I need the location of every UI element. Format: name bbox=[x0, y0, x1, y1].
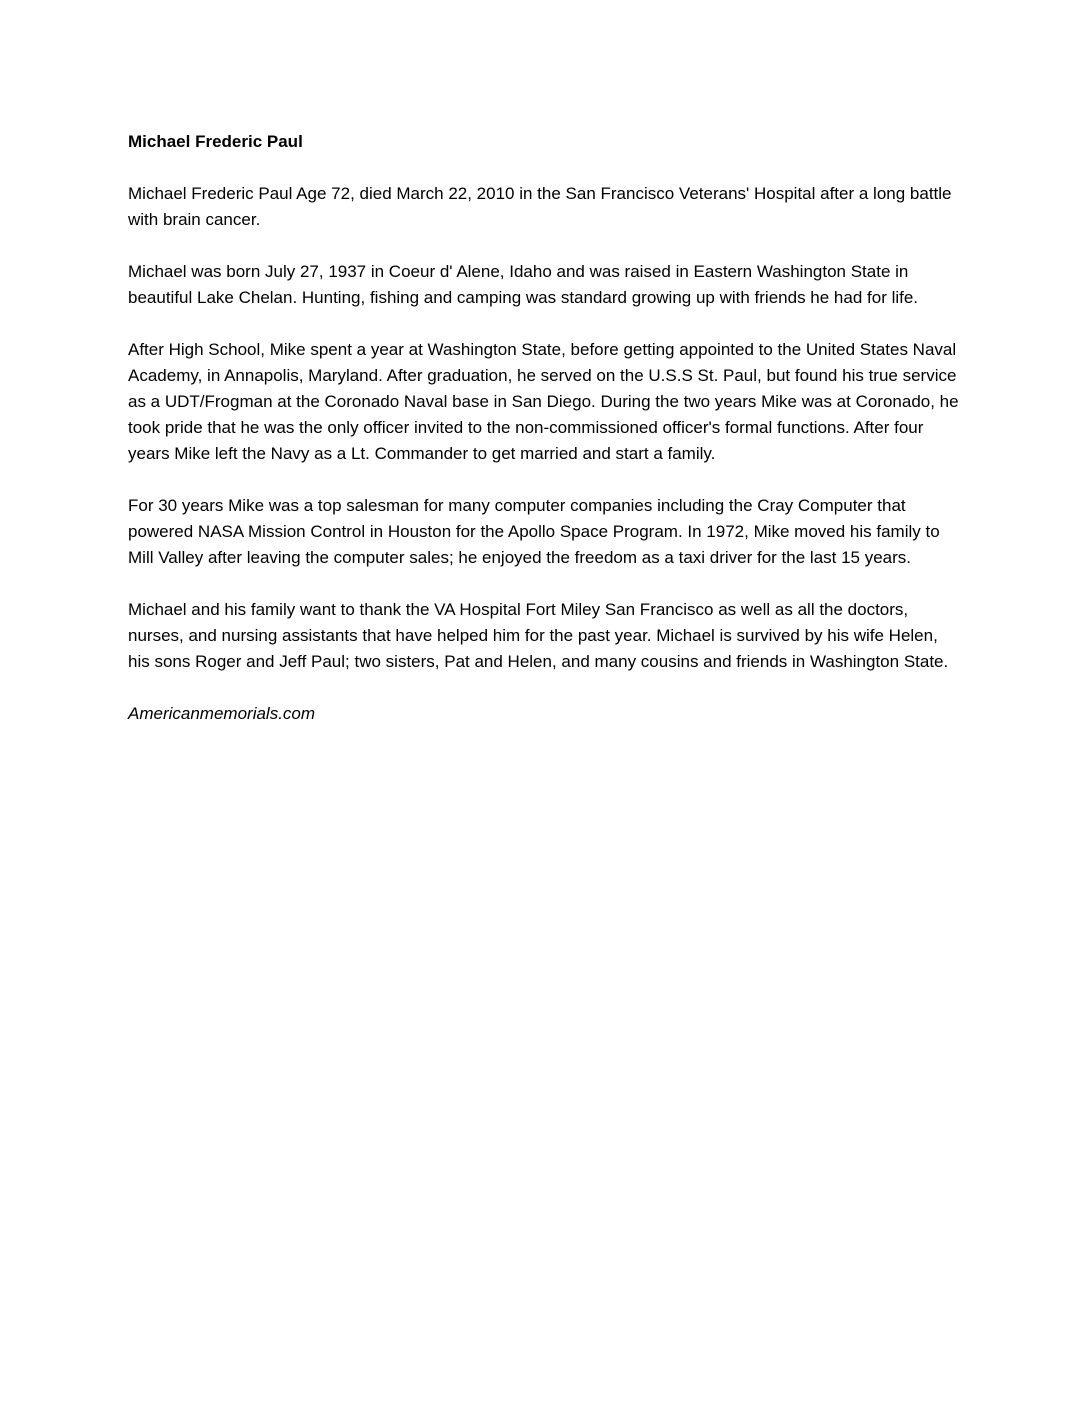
paragraph-death-notice: Michael Frederic Paul Age 72, died March 22, 2010 in the San Francisco Veterans' Hospital after a long battle with brain cancer. bbox=[128, 184, 952, 229]
paragraph-survivors: Michael and his family want to thank the VA Hospital Fort Miley San Francisco as well as all the doctors, nurses, and nursing assistants that have helped him for the past year. Michael is survived by his wife Helen, his sons Roger and Jeff Paul; two sisters, Pat and Helen, and many cousins and friends in Washington State. bbox=[128, 600, 949, 671]
paragraph-early-life: Michael was born July 27, 1937 in Coeur d' Alene, Idaho and was raised in Eastern Washington State in beautiful Lake Chelan. Hunting, fishing and camping was standard growing up with friends he had for life. bbox=[128, 262, 919, 307]
document-title: Michael Frederic Paul bbox=[128, 132, 303, 151]
obituary-body bbox=[128, 129, 964, 727]
paragraph-navy-service: After High School, Mike spent a year at Washington State, before getting appointed to the United States Naval Academy, in Annapolis, Maryland. After graduation, he served on the U.S.S St. Paul, but found his true service as a UDT/Frogman at the Coronado Naval base in San Diego. During the two years Mike was at Coronado, he took pride that he was the only officer invited to the non-commissioned officer's formal functions. After four years Mike left the Navy as a Lt. Commander to get married and start a family. bbox=[128, 340, 959, 463]
paragraph-career: For 30 years Mike was a top salesman for many computer companies including the Cray Computer that powered NASA Mission Control in Houston for the Apollo Space Program. In 1972, Mike moved his family to Mill Valley after leaving the computer sales; he enjoyed the freedom as a taxi driver for the last 15 years. bbox=[128, 496, 940, 567]
source-credit: Americanmemorials.com bbox=[128, 704, 316, 723]
